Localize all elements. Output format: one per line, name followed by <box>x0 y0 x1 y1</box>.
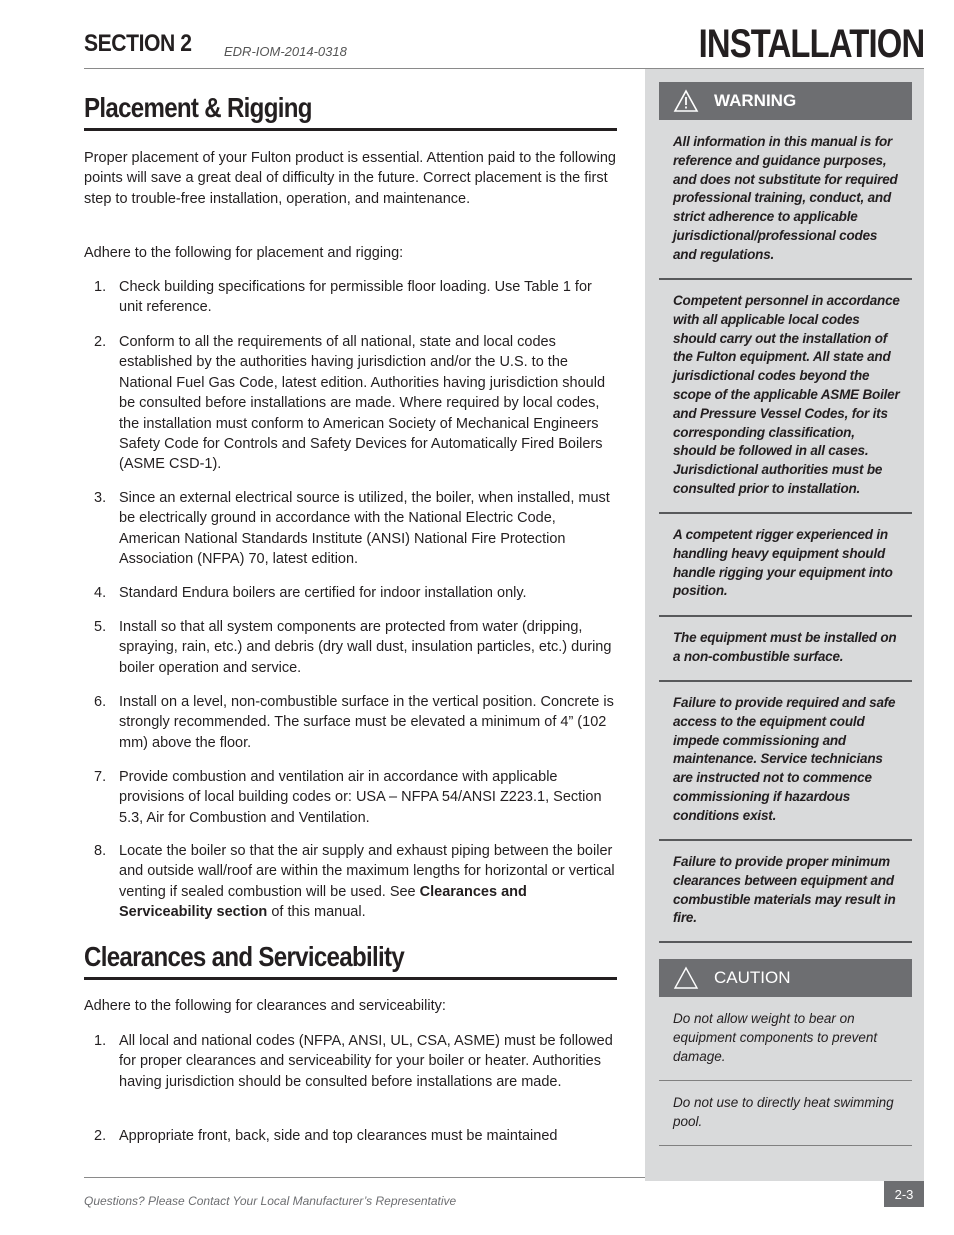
heading-rule <box>84 977 617 980</box>
list-number: 5. <box>94 619 107 635</box>
sidebar-divider <box>659 680 912 682</box>
list-text: Check building specifications for permissible floor loading. Use Table 1 for unit reference. <box>119 279 592 316</box>
list-text: All local and national codes (NFPA, ANSI, UL, CSA, ASME) must be followed for proper clearances and serviceability for your boiler or heater. Authorities having jurisdiction should be consulted before installations are made. <box>119 1033 613 1090</box>
document-code: EDR-IOM-2014-0318 <box>224 44 347 59</box>
list-number: 4. <box>94 585 107 601</box>
caution-note: Do not use to directly heat swimming pool. <box>673 1095 894 1129</box>
list-number: 8. <box>94 843 107 859</box>
list-text: Standard Endura boilers are certified for indoor installation only. <box>119 585 527 601</box>
list-text: Install on a level, non-combustible surface in the vertical position. Concrete is strongly recommended. The surface must be elevated a minimum of 4” (102 mm) above the floor. <box>119 694 614 751</box>
list-number: 6. <box>94 694 107 710</box>
list-number: 7. <box>94 769 107 785</box>
warning-note: All information in this manual is for reference and guidance purposes, and does not substitute for required professional training, conduct, and strict adherence to applicable jurisdictional/professional codes and regulations. <box>673 134 898 262</box>
page-title: INSTALLATION <box>698 22 924 66</box>
warning-header <box>659 82 912 120</box>
list-number: 1. <box>94 1033 107 1049</box>
sidebar-divider <box>659 615 912 617</box>
sidebar-divider <box>659 839 912 841</box>
sidebar-divider <box>659 1145 912 1146</box>
list-number: 2. <box>94 1128 107 1144</box>
page-number: 2-3 <box>884 1181 924 1207</box>
intro-paragraph: Proper placement of your Fulton product is essential. Attention paid to the following points will save a great deal of difficulty in the future. Correct placement is the first step to trouble-free installation, operation, and maintenance. <box>84 150 616 207</box>
list-text: Provide combustion and ventilation air in accordance with applicable provisions of local building codes or: USA – NFPA 54/ANSI Z223.1, Section 5.3, Air for Combustion and Ventilation. <box>119 769 602 826</box>
caution-note: Do not allow weight to bear on equipment components to prevent damage. <box>673 1011 878 1064</box>
list-text-part: Locate the boiler so that the air supply and exhaust piping between the boiler and outside wall/roof are within the maximum lengths for horizontal or vertical venting if sealed combustion will be used. See <box>119 843 615 900</box>
caution-label: CAUTION <box>714 968 791 987</box>
caution-triangle-icon <box>673 966 699 990</box>
sidebar-divider <box>659 512 912 514</box>
list-number: 1. <box>94 279 107 295</box>
sidebar-divider <box>659 941 912 943</box>
warning-note: Failure to provide proper minimum clearances between equipment and combustible materials may result in fire. <box>673 854 896 926</box>
section-heading: Placement & Rigging <box>84 92 312 123</box>
list-text <box>119 841 619 923</box>
warning-note: Competent personnel in accordance with all applicable local codes should carry out the installation of the Fulton equipment. All state and jurisdictional codes beyond the scope of the applicable ASME Boiler and Pressure Vessel Codes, for its corresponding classification, should be followed in all cases. Jurisdictional authorities must be consulted prior to installation. <box>673 293 900 496</box>
list-text: Install so that all system components are protected from water (dripping, spraying, rain, etc.) and debris (dry wall dust, insulation particles, etc.) during boiler operation and service. <box>119 619 612 676</box>
footer-contact-text: Questions? Please Contact Your Local Manufacturer’s Representative <box>84 1194 457 1208</box>
heading-rule <box>84 128 617 131</box>
warning-note: Failure to provide required and safe access to the equipment could impede commissioning and maintenance. Service technicians are instructed not to commence commissioning if hazardous conditions exist. <box>673 695 896 823</box>
list-number: 2. <box>94 334 107 350</box>
list-text: Conform to all the requirements of all national, state and local codes established by the authorities having jurisdiction and/or the U.S. to the National Fuel Gas Code, latest edition. Authorities having jurisdiction should be consulted before installations are made. Where required by local codes, the installation must conform to American Society of Mechanical Engineers Safety Code for Controls and Safety Devices for Automatically Fired Boilers (ASME CSD-1). <box>119 334 606 473</box>
list-number: 3. <box>94 490 107 506</box>
sidebar-divider <box>659 278 912 280</box>
section-heading: Clearances and Serviceability <box>84 941 405 972</box>
sidebar-divider <box>659 1080 912 1081</box>
lead-paragraph: Adhere to the following for clearances and serviceability: <box>84 998 446 1014</box>
list-text: Appropriate front, back, side and top clearances must be maintained <box>119 1128 558 1144</box>
warning-note: A competent rigger experienced in handling heavy equipment should handle rigging your equipment into position. <box>673 527 893 599</box>
caution-header <box>659 959 912 997</box>
warning-note: The equipment must be installed on a non-combustible surface. <box>673 630 897 664</box>
warning-label: WARNING <box>714 91 797 110</box>
section-reference: Clearances and Serviceability section <box>119 883 527 921</box>
warning-triangle-icon <box>673 89 699 113</box>
list-text: Since an external electrical source is utilized, the boiler, when installed, must be electrically ground in accordance with the National Electric Code, American National Standards Institute (ANSI) National Fire Protection Association (NFPA) 70, latest edition. <box>119 490 610 568</box>
lead-paragraph: Adhere to the following for placement and rigging: <box>84 245 404 261</box>
section-label: SECTION 2 <box>84 30 192 57</box>
footer-divider <box>84 1177 645 1178</box>
list-text-part: of this manual. <box>267 904 366 921</box>
